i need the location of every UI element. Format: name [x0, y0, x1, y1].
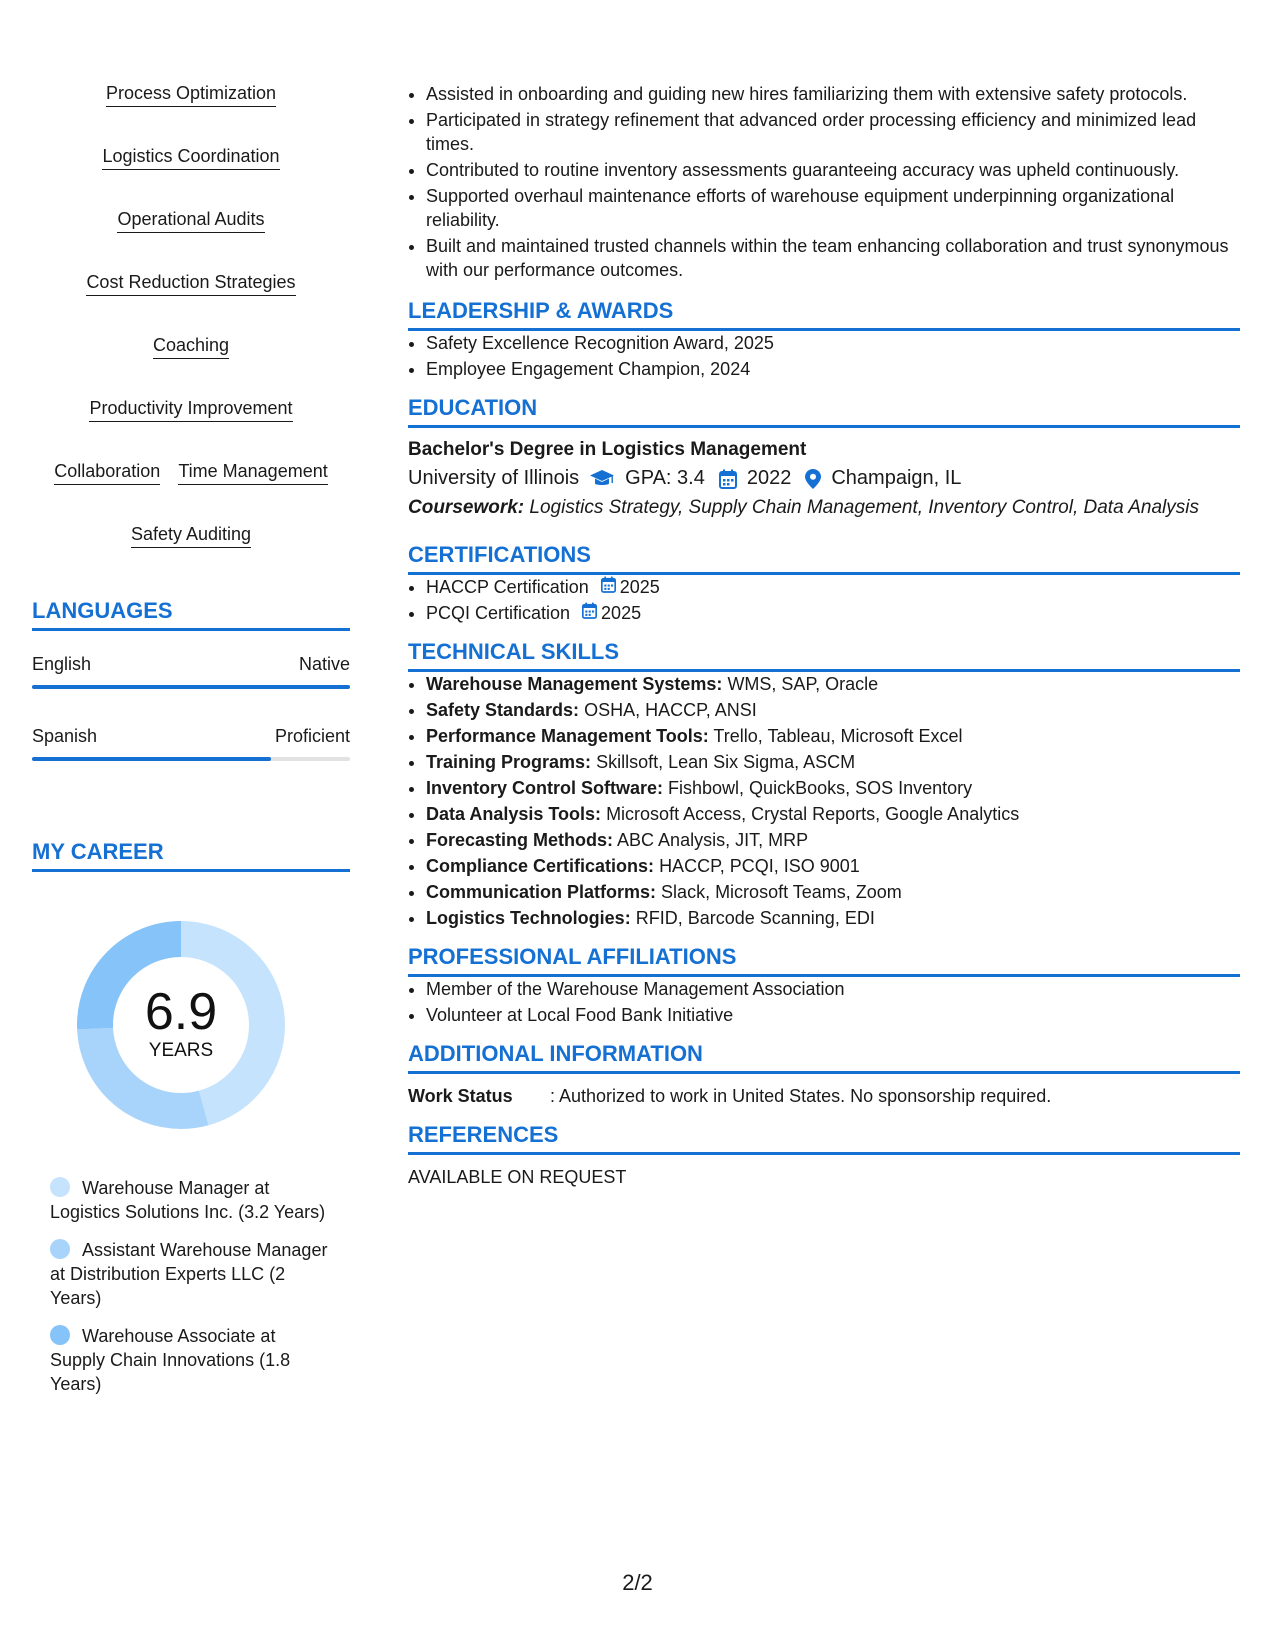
- graduation-cap-icon: [589, 464, 615, 492]
- skill-category: Compliance Certifications:: [426, 856, 655, 876]
- page-number: 2/2: [622, 1570, 653, 1595]
- coursework-list: Logistics Strategy, Supply Chain Management, Inventory Control, Data Analysis: [529, 497, 1199, 518]
- skill-category: Forecasting Methods:: [426, 830, 614, 850]
- career-legend-item: [50, 1176, 330, 1224]
- skill-tag: Process Optimization: [106, 82, 276, 107]
- calendar-icon: [582, 602, 597, 619]
- education-heading: EDUCATION: [408, 395, 1240, 428]
- main-content: [408, 82, 1240, 1189]
- technical-skill-item: [426, 776, 1240, 800]
- language-proficiency-fill: [32, 757, 271, 761]
- sidebar: [32, 82, 350, 1410]
- degree-title: Bachelor's Degree in Logistics Management: [408, 439, 807, 460]
- skill-values: WMS, SAP, Oracle: [727, 674, 879, 694]
- language-item: [32, 653, 350, 689]
- skill-category: Logistics Technologies:: [426, 908, 631, 928]
- legend-dot-icon: [50, 1177, 70, 1197]
- skill-category: Data Analysis Tools:: [426, 804, 602, 824]
- references-section: [408, 1122, 1240, 1189]
- skill-tag: Safety Auditing: [131, 523, 251, 548]
- technical-skill-item: [426, 854, 1240, 878]
- career-role-text: Warehouse Manager at Logistics Solutions Inc. (3.2 Years): [50, 1178, 326, 1222]
- experience-bullets: [408, 82, 1240, 282]
- work-status-value: : Authorized to work in United States. No sponsorship required.: [550, 1086, 1052, 1106]
- experience-bullet: • Assisted in onboarding and guiding new hires familiarizing them with extensive safety protocols.: [426, 82, 1240, 106]
- skill-values: ABC Analysis, JIT, MRP: [617, 830, 809, 850]
- language-proficiency-fill: [32, 685, 350, 689]
- certification-item: [426, 575, 1240, 599]
- school-name: University of Illinois: [408, 467, 580, 489]
- skill-tag: Time Management: [178, 460, 327, 485]
- affiliations-heading: PROFESSIONAL AFFILIATIONS: [408, 944, 1240, 977]
- skill-values: Slack, Microsoft Teams, Zoom: [661, 882, 902, 902]
- references-text: AVAILABLE ON REQUEST: [408, 1167, 627, 1187]
- skill-tag: Productivity Improvement: [89, 397, 292, 422]
- certification-name: HACCP Certification: [426, 577, 589, 597]
- skill-values: OSHA, HACCP, ANSI: [584, 700, 757, 720]
- calendar-icon: [719, 464, 737, 492]
- skill-tag: Collaboration: [54, 460, 160, 485]
- experience-bullet: • Participated in strategy refinement that advanced order processing efficiency and minimized lead times.: [426, 108, 1240, 156]
- additional-info-section: [408, 1041, 1240, 1108]
- skill-values: Skillsoft, Lean Six Sigma, ASCM: [596, 752, 856, 772]
- career-role-text: Assistant Warehouse Manager at Distribution Experts LLC (2 Years): [50, 1240, 328, 1308]
- coursework: [408, 496, 1240, 520]
- legend-dot-icon: [50, 1325, 70, 1345]
- language-name: Spanish: [32, 726, 98, 746]
- school-location: Champaign, IL: [831, 467, 962, 489]
- career-total-years: 6.9: [144, 983, 218, 1041]
- technical-skill-item: [426, 828, 1240, 852]
- technical-skill-item: [426, 724, 1240, 748]
- career-total-unit: YEARS: [148, 1040, 214, 1061]
- work-status-label: Work Status: [408, 1086, 513, 1106]
- skill-values: RFID, Barcode Scanning, EDI: [635, 908, 875, 928]
- languages-section: [32, 598, 350, 761]
- language-level: Native: [298, 654, 350, 674]
- skill-category: Performance Management Tools:: [426, 726, 709, 746]
- calendar-icon: [601, 576, 616, 593]
- skill-values: HACCP, PCQI, ISO 9001: [659, 856, 860, 876]
- technical-skill-item: [426, 906, 1240, 930]
- language-name: English: [32, 654, 92, 674]
- affiliation-item: • Member of the Warehouse Management Association: [426, 977, 1240, 1001]
- technical-skills-section: [408, 639, 1240, 930]
- skill-tag: Operational Audits: [117, 208, 264, 233]
- certification-year: 2025: [601, 603, 642, 623]
- language-level: Proficient: [274, 726, 350, 746]
- references-heading: REFERENCES: [408, 1122, 1240, 1155]
- skill-category: Communication Platforms:: [426, 882, 657, 902]
- technical-skill-item: [426, 880, 1240, 904]
- technical-skill-item: [426, 802, 1240, 826]
- skill-values: Trello, Tableau, Microsoft Excel: [713, 726, 963, 746]
- affiliations-section: [408, 944, 1240, 1027]
- career-donut-chart: [66, 910, 296, 1140]
- award-item: • Safety Excellence Recognition Award, 2025: [426, 331, 1240, 355]
- experience-bullet: • Supported overhaul maintenance efforts of warehouse equipment underpinning organizational reliability.: [426, 184, 1240, 232]
- skill-category: Warehouse Management Systems:: [426, 674, 723, 694]
- technical-skill-item: [426, 698, 1240, 722]
- technical-skill-item: [426, 750, 1240, 774]
- career-role-text: Warehouse Associate at Supply Chain Innovations (1.8 Years): [50, 1326, 291, 1394]
- experience-bullet: • Built and maintained trusted channels within the team enhancing collaboration and trust synonymous with our performance outcomes.: [426, 234, 1240, 282]
- career-section: [32, 839, 350, 1396]
- legend-dot-icon: [50, 1239, 70, 1259]
- language-item: [32, 725, 350, 761]
- experience-bullet: • Contributed to routine inventory assessments guaranteeing accuracy was upheld continuously.: [426, 158, 1240, 182]
- coursework-label: Coursework:: [408, 497, 525, 518]
- skill-category: Inventory Control Software:: [426, 778, 664, 798]
- skill-category: Safety Standards:: [426, 700, 580, 720]
- career-legend: [32, 1176, 330, 1396]
- career-legend-item: [50, 1238, 330, 1310]
- leadership-section: [408, 298, 1240, 381]
- certification-item: [426, 601, 1240, 625]
- gpa: GPA: 3.4: [625, 467, 705, 489]
- award-item: • Employee Engagement Champion, 2024: [426, 357, 1240, 381]
- language-proficiency-bar: [32, 757, 350, 761]
- additional-info-heading: ADDITIONAL INFORMATION: [408, 1041, 1240, 1074]
- skill-values: Microsoft Access, Crystal Reports, Google Analytics: [606, 804, 1020, 824]
- skill-tag: Logistics Coordination: [102, 145, 279, 170]
- language-proficiency-bar: [32, 685, 350, 689]
- skill-tag: Cost Reduction Strategies: [86, 271, 295, 296]
- career-heading: MY CAREER: [32, 839, 350, 872]
- affiliation-item: • Volunteer at Local Food Bank Initiative: [426, 1003, 1240, 1027]
- location-pin-icon: [805, 464, 821, 492]
- graduation-year: 2022: [746, 467, 792, 489]
- education-section: [408, 395, 1240, 520]
- work-status-row: [408, 1084, 1240, 1108]
- languages-heading: LANGUAGES: [32, 598, 350, 631]
- certifications-heading: CERTIFICATIONS: [408, 542, 1240, 575]
- career-legend-item: [50, 1324, 330, 1396]
- certification-year: 2025: [619, 577, 660, 597]
- skill-category: Training Programs:: [426, 752, 592, 772]
- technical-skills-heading: TECHNICAL SKILLS: [408, 639, 1240, 672]
- education-meta: [408, 464, 1240, 492]
- technical-skill-item: [426, 672, 1240, 696]
- certifications-section: [408, 542, 1240, 625]
- certification-name: PCQI Certification: [426, 603, 571, 623]
- skills-tags: [32, 82, 350, 548]
- leadership-heading: LEADERSHIP & AWARDS: [408, 298, 1240, 331]
- skill-tag: Coaching: [153, 334, 229, 359]
- skill-values: Fishbowl, QuickBooks, SOS Inventory: [668, 778, 973, 798]
